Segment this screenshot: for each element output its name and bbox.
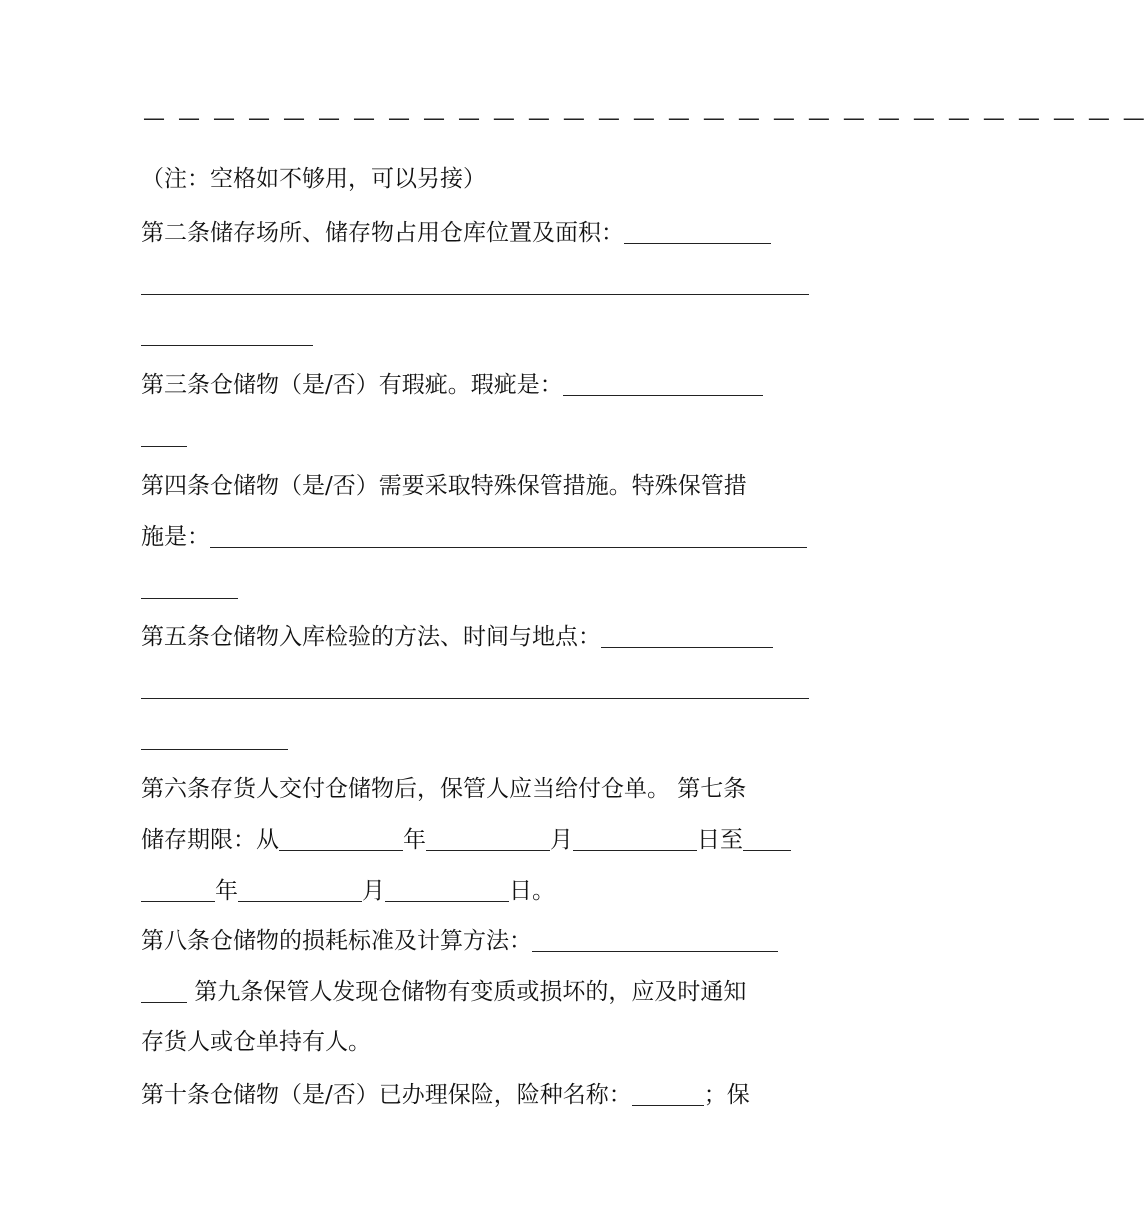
article-2-line-3 [141,315,313,355]
fill-blank[interactable] [532,927,778,952]
article-7-line-1 [141,820,791,860]
article-4-line-2 [141,517,807,557]
day-blank[interactable] [385,877,509,902]
year-blank[interactable] [743,826,791,851]
fill-blank[interactable] [141,725,288,750]
month-label: 月 [550,827,573,853]
fill-blank[interactable] [210,523,807,548]
fill-blank[interactable] [141,674,809,699]
fill-blank[interactable] [563,371,763,396]
article-4-line-1: 第四条仓储物（是/否）需要采取特殊保管措施。特殊保管措 [141,473,747,499]
article-4-text: 施是： [141,524,210,550]
year-blank[interactable] [279,826,403,851]
month-blank[interactable] [238,877,362,902]
article-9-text: 第九条保管人发现仓储物有变质或损坏的，应及时通知 [194,979,747,1005]
article-2-text: 第二条储存场所、储存物占用仓库位置及面积： [141,220,624,246]
article-9-line-1 [141,972,746,1012]
day-blank[interactable] [573,826,697,851]
year-label: 年 [215,878,238,904]
article-5-line-1 [141,617,773,657]
month-label: 月 [362,878,385,904]
fill-blank[interactable] [141,321,313,346]
article-2-line-1 [141,213,771,253]
article-7-text: 储存期限：从 [141,827,279,853]
article-3-line-2 [141,416,187,456]
article-3-line-1 [141,365,763,405]
article-8-line-1 [141,921,778,961]
day-end-label: 日。 [509,878,555,904]
article-10-suffix: ；保 [703,1082,750,1108]
article-8-text: 第八条仓储物的损耗标准及计算方法： [141,928,532,954]
article-5-line-2 [141,668,809,708]
article-10-line-1 [141,1075,750,1115]
fill-blank[interactable] [141,978,187,1003]
article-5-text: 第五条仓储物入库检验的方法、时间与地点： [141,624,601,650]
fill-blank[interactable] [141,270,809,295]
day-to-label: 日至 [697,827,743,853]
year-blank[interactable] [141,877,215,902]
fill-blank[interactable] [141,574,238,599]
article-4-line-3 [141,568,238,608]
fill-blank[interactable] [624,219,771,244]
article-5-line-3 [141,719,288,759]
article-7-line-2 [141,871,555,911]
article-3-text: 第三条仓储物（是/否）有瑕疵。瑕疵是： [141,372,563,398]
fill-blank[interactable] [601,623,773,648]
article-9-line-2: 存货人或仓单持有人。 [141,1029,371,1055]
insurance-type-blank[interactable] [632,1081,704,1106]
year-label: 年 [403,827,426,853]
fill-blank[interactable] [141,422,187,447]
article-2-line-2 [141,264,809,304]
month-blank[interactable] [426,826,550,851]
note-line: （注：空格如不够用，可以另接） [141,166,486,192]
article-6-line: 第六条存货人交付仓储物后，保管人应当给付仓单。 第七条 [141,776,747,802]
dash-separator: — — — — — — — — — — — — — — — — — — — — — — — — — — — — — [143,106,1148,131]
article-10-text: 第十条仓储物（是/否）已办理保险，险种名称： [141,1082,632,1108]
